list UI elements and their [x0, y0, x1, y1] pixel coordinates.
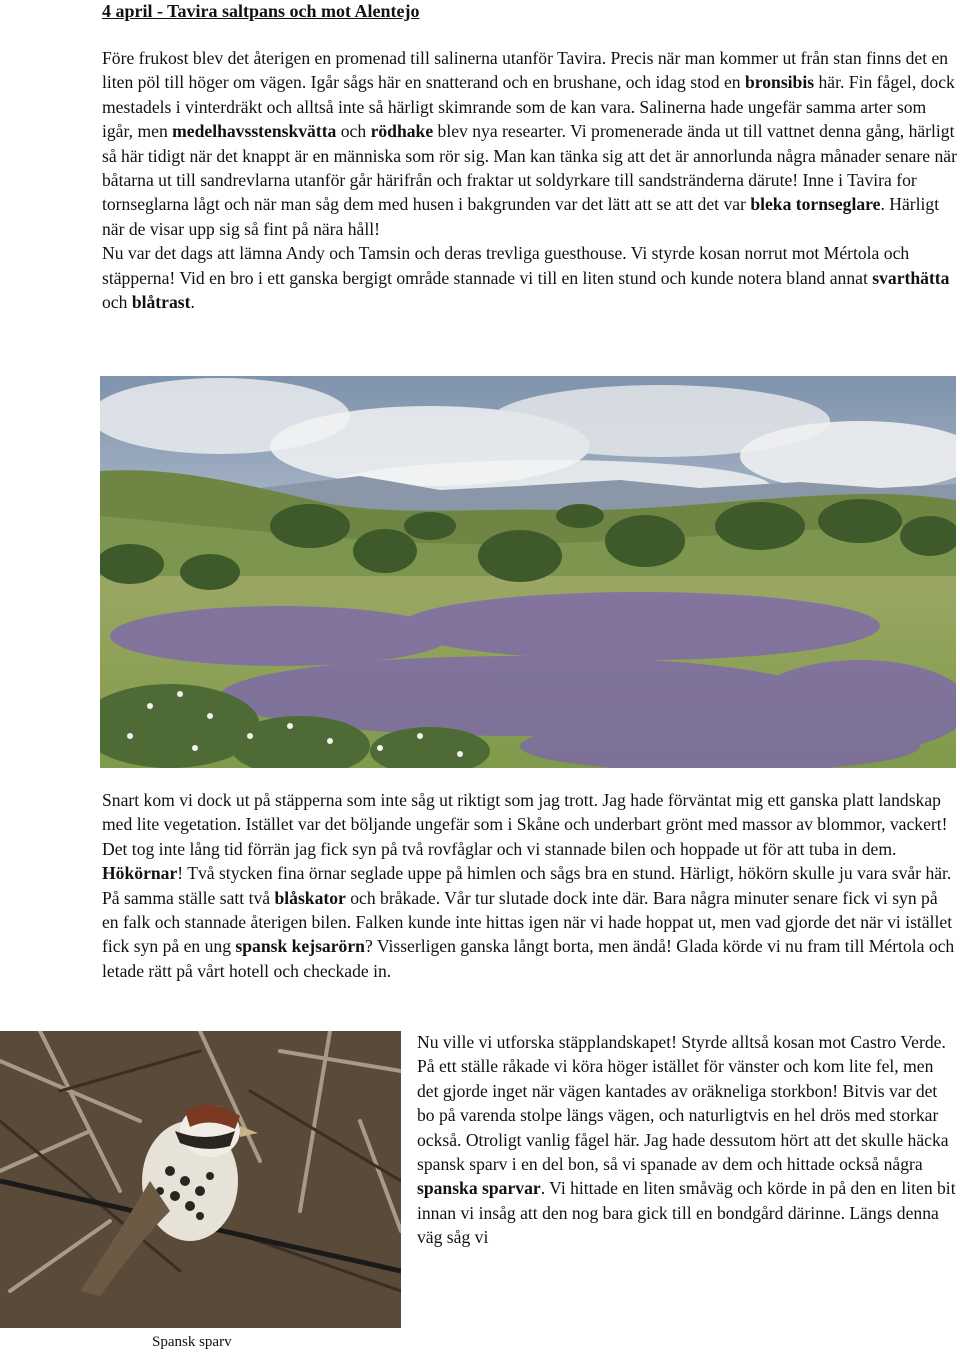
paragraph-2	[102, 788, 958, 983]
text-run: .	[190, 292, 195, 313]
bold-species-name: svarthätta	[872, 267, 950, 288]
text-run: . Vi hittade en liten småväg och körde in på den en liten bit innan vi insåg att den nog bara gick till en bondgård därinne. Längs denna väg såg vi	[417, 1178, 956, 1248]
sparrow-photo	[0, 1031, 401, 1328]
bold-species-name: blåskator	[274, 887, 346, 908]
text-run: här. Fin fågel, dock mestadels i vinterdräkt och alltså inte så härligt skimrande som de kan vara. Salinerna hade ungefär samma arter som igår, men	[102, 72, 955, 142]
landscape-photo	[100, 376, 956, 768]
bold-species-name: blåtrast	[131, 292, 191, 313]
sparrow-caption: Spansk sparv	[152, 1334, 232, 1350]
text-run: Nu var det dags att lämna Andy och Tamsin och deras trevliga guesthouse. Vi styrde kosan norrut mot Mértola och stäpperna! Vid en bro i ett ganska bergigt område stannade vi till en liten stund och kunde notera bland annat	[102, 243, 910, 288]
text-run: . Härligt när de visar upp sig så fint på nära håll!	[102, 194, 940, 239]
text-run: Före frukost blev det återigen en promenad till salinerna utanför Tavira. Precis när man kommer ut från stan finns det en liten pöl till höger om vägen. Igår sågs här en snatterand och en brushane, och idag stod en	[102, 48, 949, 93]
bold-species-name: spanska sparvar	[417, 1178, 541, 1199]
bold-species-name: Hökörnar	[102, 863, 178, 884]
text-run: och	[102, 292, 132, 313]
text-run: och	[336, 121, 371, 142]
text-run: ? Visserligen ganska långt borta, men ändå! Glada körde vi nu fram till Mértola och letade rätt på vårt hotell och checkade in.	[102, 936, 955, 981]
bold-species-name: bronsibis	[744, 72, 815, 93]
sparrow-image	[0, 1031, 401, 1328]
text-run: Nu ville vi utforska stäpplandskapet! Styrde alltså kosan mot Castro Verde. På ett ställe råkade vi köra höger istället för vänster och kom lite fel, men det gjorde inget när vägen kantades av oräkneliga storkbon! Bitvis var det bo på varenda stolpe längs vägen, och naturligtvis en hel drös med storkar också. Otroligt vanlig fågel här. Jag hade dessutom hört att det skulle häcka spansk sparv i en del bon, så vi spanade av dem och hittade också några	[417, 1032, 949, 1175]
page-heading: 4 april - Tavira saltpans och mot Alentejo	[102, 1, 420, 21]
bold-species-name: spansk kejsarörn	[235, 936, 365, 957]
text-run: ! Två stycken fina örnar seglade uppe på himlen och sågs bra en stund. Härligt, hökörn skulle ju vara svår här. På samma ställe satt två	[102, 863, 952, 908]
bold-species-name: rödhake	[370, 121, 434, 142]
landscape-image	[100, 376, 956, 768]
bold-species-name: medelhavsstenskvätta	[172, 121, 337, 142]
paragraph-3	[417, 1030, 957, 1250]
paragraph-1	[102, 46, 958, 314]
text-run: Snart kom vi dock ut på stäpperna som inte såg ut riktigt som jag trott. Jag hade förväntat mig ett ganska platt landskap med lite vegetation. Istället var det böljande ungefär som i Skåne och underbart grönt med massor av blommor, vackert! Det tog inte lång tid förrän jag fick syn på två rovfåglar och vi stannade bilen och hoppade ut för att tuba in dem.	[102, 790, 948, 859]
text-run: blev nya researter. Vi promenerade ända ut till vattnet denna gång, härligt så här tidigt när det knappt är en människa som rör sig. Man kan tänka sig att det är annorlunda några månader senare när båtarna ut till sandrevlarna utanför går härifrån och fraktar ut soldyrkare till sandstränderna därute! Inne i Tavira for tornseglarna lågt och när man såg dem med husen i bakgrunden var det lätt att se att det var	[102, 121, 957, 215]
text-run: och bråkade. Vår tur slutade dock inte där. Bara några minuter senare fick vi syn på en falk och stannade återigen bilen. Falken kunde inte hittas igen när vi hade hoppat ut, men vad gjorde det när vi istället fick syn på en ung	[102, 887, 953, 957]
bold-species-name: bleka tornseglare	[750, 194, 881, 215]
